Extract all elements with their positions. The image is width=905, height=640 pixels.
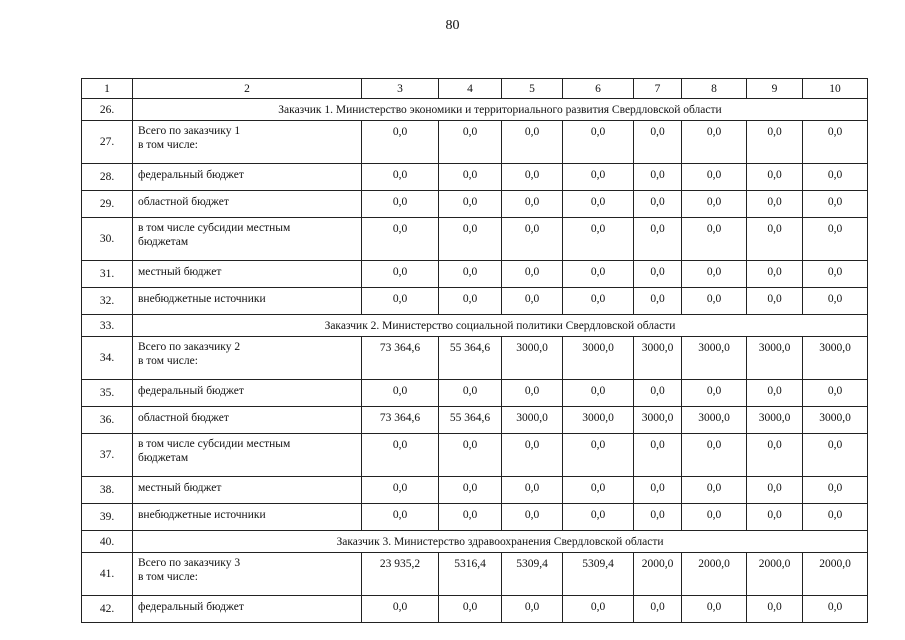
value-cell: 0,0 <box>439 164 502 191</box>
value-cell: 0,0 <box>439 380 502 407</box>
budget-table <box>81 78 868 623</box>
value-cell: 0,0 <box>362 164 439 191</box>
value-cell: 0,0 <box>682 261 747 288</box>
value-cell: 55 364,6 <box>439 337 502 380</box>
row-label: областной бюджет <box>133 191 362 218</box>
value-cell: 0,0 <box>502 380 563 407</box>
row-number: 38. <box>82 477 133 504</box>
value-cell: 0,0 <box>502 191 563 218</box>
header-cell: 1 <box>82 79 133 99</box>
value-cell: 0,0 <box>682 121 747 164</box>
value-cell: 0,0 <box>563 261 634 288</box>
value-cell: 0,0 <box>439 218 502 261</box>
value-cell: 23 935,2 <box>362 553 439 596</box>
value-cell: 2000,0 <box>682 553 747 596</box>
value-cell: 0,0 <box>502 288 563 315</box>
value-cell: 3000,0 <box>634 337 682 380</box>
value-cell: 73 364,6 <box>362 337 439 380</box>
value-cell: 3000,0 <box>803 337 868 380</box>
value-cell: 0,0 <box>502 261 563 288</box>
value-cell: 0,0 <box>439 261 502 288</box>
row-label: местный бюджет <box>133 477 362 504</box>
value-cell: 0,0 <box>747 261 803 288</box>
value-cell: 5316,4 <box>439 553 502 596</box>
value-cell: 0,0 <box>362 434 439 477</box>
value-cell: 3000,0 <box>747 407 803 434</box>
value-cell: 0,0 <box>682 504 747 531</box>
row-number: 42. <box>82 596 133 623</box>
row-label: областной бюджет <box>133 407 362 434</box>
value-cell: 0,0 <box>682 191 747 218</box>
section-title: Заказчик 2. Министерство социальной политики Свердловской области <box>133 315 868 337</box>
value-cell: 0,0 <box>803 380 868 407</box>
value-cell: 0,0 <box>803 288 868 315</box>
value-cell: 0,0 <box>563 164 634 191</box>
row-label: федеральный бюджет <box>133 596 362 623</box>
value-cell: 0,0 <box>502 596 563 623</box>
value-cell: 0,0 <box>634 380 682 407</box>
value-cell: 0,0 <box>563 380 634 407</box>
row-number: 30. <box>82 218 133 261</box>
value-cell: 0,0 <box>803 504 868 531</box>
row-number: 29. <box>82 191 133 218</box>
value-cell: 0,0 <box>563 434 634 477</box>
page-number: 80 <box>445 18 460 33</box>
value-cell: 0,0 <box>803 596 868 623</box>
value-cell: 0,0 <box>439 191 502 218</box>
table-row <box>82 164 868 191</box>
value-cell: 0,0 <box>803 218 868 261</box>
value-cell: 0,0 <box>747 477 803 504</box>
value-cell: 0,0 <box>362 596 439 623</box>
table-row <box>82 337 868 380</box>
value-cell: 0,0 <box>439 477 502 504</box>
row-label: федеральный бюджет <box>133 380 362 407</box>
value-cell: 0,0 <box>682 380 747 407</box>
value-cell: 2000,0 <box>634 553 682 596</box>
table-row <box>82 596 868 623</box>
value-cell: 0,0 <box>803 434 868 477</box>
section-row <box>82 99 868 121</box>
header-cell: 9 <box>747 79 803 99</box>
table-row <box>82 121 868 164</box>
value-cell: 0,0 <box>747 191 803 218</box>
value-cell: 0,0 <box>634 504 682 531</box>
value-cell: 0,0 <box>362 504 439 531</box>
value-cell: 0,0 <box>682 434 747 477</box>
value-cell: 3000,0 <box>803 407 868 434</box>
value-cell: 0,0 <box>682 596 747 623</box>
value-cell: 0,0 <box>747 596 803 623</box>
value-cell: 0,0 <box>439 434 502 477</box>
value-cell: 3000,0 <box>502 407 563 434</box>
value-cell: 0,0 <box>439 504 502 531</box>
value-cell: 0,0 <box>634 261 682 288</box>
value-cell: 0,0 <box>563 288 634 315</box>
row-number: 33. <box>82 315 133 337</box>
value-cell: 0,0 <box>682 164 747 191</box>
value-cell: 0,0 <box>439 121 502 164</box>
value-cell: 0,0 <box>682 218 747 261</box>
header-cell: 10 <box>803 79 868 99</box>
header-cell: 7 <box>634 79 682 99</box>
value-cell: 0,0 <box>682 288 747 315</box>
value-cell: 0,0 <box>439 596 502 623</box>
value-cell: 0,0 <box>634 121 682 164</box>
value-cell: 0,0 <box>803 121 868 164</box>
row-number: 32. <box>82 288 133 315</box>
value-cell: 5309,4 <box>502 553 563 596</box>
value-cell: 0,0 <box>362 380 439 407</box>
header-cell: 6 <box>563 79 634 99</box>
row-number: 39. <box>82 504 133 531</box>
value-cell: 0,0 <box>634 218 682 261</box>
row-label: внебюджетные источники <box>133 288 362 315</box>
value-cell: 0,0 <box>682 477 747 504</box>
value-cell: 0,0 <box>747 121 803 164</box>
row-label: Всего по заказчику 3 в том числе: <box>133 553 362 596</box>
value-cell: 2000,0 <box>803 553 868 596</box>
row-label: Всего по заказчику 1 в том числе: <box>133 121 362 164</box>
value-cell: 0,0 <box>563 504 634 531</box>
value-cell: 0,0 <box>563 477 634 504</box>
value-cell: 0,0 <box>747 288 803 315</box>
table-row <box>82 504 868 531</box>
value-cell: 0,0 <box>634 596 682 623</box>
value-cell: 0,0 <box>362 261 439 288</box>
header-row <box>82 79 868 99</box>
row-number: 26. <box>82 99 133 121</box>
row-label: местный бюджет <box>133 261 362 288</box>
value-cell: 0,0 <box>502 218 563 261</box>
value-cell: 0,0 <box>362 191 439 218</box>
value-cell: 0,0 <box>747 380 803 407</box>
value-cell: 0,0 <box>803 191 868 218</box>
value-cell: 0,0 <box>747 504 803 531</box>
value-cell: 0,0 <box>502 477 563 504</box>
table-row <box>82 380 868 407</box>
value-cell: 0,0 <box>634 191 682 218</box>
row-number: 28. <box>82 164 133 191</box>
value-cell: 0,0 <box>502 434 563 477</box>
value-cell: 0,0 <box>634 288 682 315</box>
header-cell: 5 <box>502 79 563 99</box>
table-row <box>82 261 868 288</box>
value-cell: 55 364,6 <box>439 407 502 434</box>
value-cell: 0,0 <box>502 164 563 191</box>
header-cell: 4 <box>439 79 502 99</box>
section-row <box>82 531 868 553</box>
value-cell: 0,0 <box>803 477 868 504</box>
value-cell: 3000,0 <box>747 337 803 380</box>
value-cell: 0,0 <box>563 218 634 261</box>
row-number: 41. <box>82 553 133 596</box>
value-cell: 0,0 <box>747 434 803 477</box>
header-cell: 3 <box>362 79 439 99</box>
value-cell: 0,0 <box>634 477 682 504</box>
value-cell: 3000,0 <box>682 407 747 434</box>
value-cell: 5309,4 <box>563 553 634 596</box>
value-cell: 0,0 <box>634 164 682 191</box>
value-cell: 0,0 <box>502 121 563 164</box>
section-title: Заказчик 1. Министерство экономики и территориального развития Свердловской области <box>133 99 868 121</box>
row-label: Всего по заказчику 2 в том числе: <box>133 337 362 380</box>
row-number: 31. <box>82 261 133 288</box>
value-cell: 0,0 <box>563 121 634 164</box>
value-cell: 0,0 <box>803 164 868 191</box>
table-body <box>82 79 868 623</box>
row-number: 40. <box>82 531 133 553</box>
section-title: Заказчик 3. Министерство здравоохранения Свердловской области <box>133 531 868 553</box>
value-cell: 0,0 <box>362 288 439 315</box>
value-cell: 3000,0 <box>563 337 634 380</box>
row-number: 34. <box>82 337 133 380</box>
table-row <box>82 218 868 261</box>
row-number: 35. <box>82 380 133 407</box>
value-cell: 0,0 <box>362 477 439 504</box>
row-label: федеральный бюджет <box>133 164 362 191</box>
value-cell: 3000,0 <box>563 407 634 434</box>
row-label: в том числе субсидии местным бюджетам <box>133 434 362 477</box>
value-cell: 0,0 <box>634 434 682 477</box>
value-cell: 0,0 <box>747 218 803 261</box>
row-label: в том числе субсидии местным бюджетам <box>133 218 362 261</box>
header-cell: 2 <box>133 79 362 99</box>
table-row <box>82 407 868 434</box>
value-cell: 0,0 <box>439 288 502 315</box>
value-cell: 2000,0 <box>747 553 803 596</box>
value-cell: 0,0 <box>747 164 803 191</box>
table-row <box>82 288 868 315</box>
row-number: 37. <box>82 434 133 477</box>
value-cell: 73 364,6 <box>362 407 439 434</box>
value-cell: 3000,0 <box>502 337 563 380</box>
header-cell: 8 <box>682 79 747 99</box>
value-cell: 0,0 <box>362 218 439 261</box>
value-cell: 0,0 <box>563 596 634 623</box>
value-cell: 0,0 <box>563 191 634 218</box>
value-cell: 0,0 <box>362 121 439 164</box>
table-row <box>82 434 868 477</box>
table-row <box>82 477 868 504</box>
value-cell: 3000,0 <box>682 337 747 380</box>
value-cell: 3000,0 <box>634 407 682 434</box>
value-cell: 0,0 <box>803 261 868 288</box>
table-row <box>82 553 868 596</box>
row-label: внебюджетные источники <box>133 504 362 531</box>
table-row <box>82 191 868 218</box>
row-number: 27. <box>82 121 133 164</box>
value-cell: 0,0 <box>502 504 563 531</box>
row-number: 36. <box>82 407 133 434</box>
section-row <box>82 315 868 337</box>
